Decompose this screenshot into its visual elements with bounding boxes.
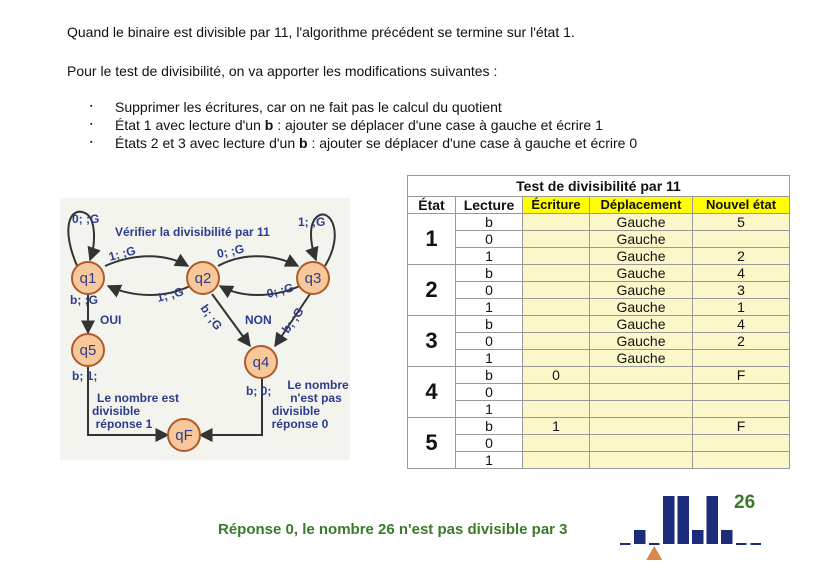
ecriture-cell [523, 452, 590, 469]
nouvel-etat-cell [693, 231, 790, 248]
state-cell: 3 [408, 316, 456, 367]
label-oui: OUI [100, 313, 122, 327]
transition-table [407, 175, 790, 469]
edge-q2-q4: b; ;G [197, 301, 226, 333]
state-cell: 2 [408, 265, 456, 316]
lecture-cell: 0 [456, 231, 523, 248]
divisible-line-2: divisible [91, 404, 141, 418]
ecriture-cell: 0 [523, 367, 590, 384]
ecriture-cell [523, 282, 590, 299]
label-q1: q1 [79, 270, 97, 287]
table-row [408, 350, 790, 367]
ecriture-cell [523, 333, 590, 350]
ecriture-cell [523, 384, 590, 401]
ecriture-cell [523, 214, 590, 231]
ecriture-cell [523, 248, 590, 265]
edge-loop-q1: 0; ;G [72, 212, 100, 226]
deplacement-cell [590, 452, 693, 469]
table-row [408, 435, 790, 452]
bullet-3: ▪ États 2 et 3 avec lecture d'un b : ajouter se déplacer d'une case à gauche et écrire 0 [90, 134, 637, 152]
deplacement-cell [590, 401, 693, 418]
nouvel-etat-cell: 2 [693, 333, 790, 350]
ecriture-cell [523, 435, 590, 452]
label-q4: q4 [252, 354, 270, 371]
table-row [408, 418, 790, 435]
lecture-cell: 0 [456, 384, 523, 401]
nouvel-etat-cell: 4 [693, 316, 790, 333]
nondiv-line-1: Le nombre [287, 378, 349, 392]
lecture-cell: 1 [456, 401, 523, 418]
label-q5: q5 [79, 342, 97, 359]
table-row [408, 316, 790, 333]
deplacement-cell: Gauche [590, 350, 693, 367]
state-diagram [60, 198, 350, 460]
nouvel-etat-cell [693, 401, 790, 418]
label-qF: qF [175, 427, 193, 444]
tape-head-icon [646, 546, 662, 560]
lecture-cell: 0 [456, 282, 523, 299]
deplacement-cell [590, 367, 693, 384]
table-row [408, 214, 790, 231]
diagram-title: Vérifier la divisibilité par 11 [115, 225, 270, 239]
state-cell: 5 [408, 418, 456, 469]
answer-text: Réponse 0, le nombre 26 n'est pas divisible par 3 [218, 521, 568, 538]
nouvel-etat-cell [693, 435, 790, 452]
edge-q3-q2: 0; ;G [265, 280, 296, 301]
nouvel-etat-cell: F [693, 367, 790, 384]
header-nouvel-etat: Nouvel état [693, 197, 790, 214]
table-row [408, 282, 790, 299]
header-etat: État [408, 197, 456, 214]
tape-number: 26 [734, 492, 756, 513]
state-cell: 1 [408, 214, 456, 265]
deplacement-cell: Gauche [590, 265, 693, 282]
tape-cell-0 [634, 530, 646, 544]
table-title: Test de divisibilité par 11 [408, 176, 790, 197]
header-deplacement: Déplacement [590, 197, 693, 214]
deplacement-cell: Gauche [590, 231, 693, 248]
lecture-cell: 1 [456, 299, 523, 316]
table-row [408, 231, 790, 248]
tape-cell-1 [663, 496, 675, 544]
divisible-line-1: Le nombre est [96, 391, 180, 405]
modification-list [90, 98, 637, 152]
deplacement-cell [590, 435, 693, 452]
lecture-cell: b [456, 316, 523, 333]
lecture-cell: b [456, 265, 523, 282]
tape-cell-1 [707, 496, 719, 544]
ecriture-cell [523, 231, 590, 248]
ecriture-cell [523, 401, 590, 418]
divisible-line-3: réponse 1 [95, 417, 153, 431]
edge-q1-q5: b; ;G [70, 293, 98, 307]
edge-q3-q4: b; ;G [278, 304, 307, 336]
state-cell: 4 [408, 367, 456, 418]
label-non: NON [245, 313, 272, 327]
ecriture-cell [523, 316, 590, 333]
deplacement-cell: Gauche [590, 282, 693, 299]
nouvel-etat-cell [693, 452, 790, 469]
paragraph-1: Quand le binaire est divisible par 11, l'algorithme précédent se termine sur l'état 1. [67, 24, 575, 40]
deplacement-cell: Gauche [590, 299, 693, 316]
nondiv-line-4: réponse 0 [271, 417, 329, 431]
table-row [408, 384, 790, 401]
table-row [408, 299, 790, 316]
table-row [408, 333, 790, 350]
tape-cell-0 [692, 530, 704, 544]
lecture-cell: b [456, 418, 523, 435]
edge-q5-qf: b; 1; [72, 369, 98, 383]
deplacement-cell: Gauche [590, 316, 693, 333]
tape-cell-1 [678, 496, 690, 544]
lecture-cell: b [456, 367, 523, 384]
edge-q1-q2: 1; ;G [107, 243, 138, 264]
ecriture-cell [523, 265, 590, 282]
bullet-2: ▪ État 1 avec lecture d'un b : ajouter se déplacer d'une case à gauche et écrire 1 [90, 116, 637, 134]
lecture-cell: 0 [456, 435, 523, 452]
bullet-1: ▪ Supprimer les écritures, car on ne fait pas le calcul du quotient [90, 98, 637, 116]
header-lecture: Lecture [456, 197, 523, 214]
table-row [408, 265, 790, 282]
nouvel-etat-cell: F [693, 418, 790, 435]
nouvel-etat-cell: 3 [693, 282, 790, 299]
deplacement-cell: Gauche [590, 248, 693, 265]
deplacement-cell [590, 384, 693, 401]
lecture-cell: 1 [456, 350, 523, 367]
edge-q2-q1: 1; ;G [155, 284, 186, 305]
table-row [408, 367, 790, 384]
nouvel-etat-cell: 5 [693, 214, 790, 231]
label-q2: q2 [194, 270, 212, 287]
nondiv-line-2: n'est pas [290, 391, 342, 405]
nondiv-line-3: divisible [271, 404, 321, 418]
header-ecriture: Écriture [523, 197, 590, 214]
deplacement-cell [590, 418, 693, 435]
nouvel-etat-cell [693, 384, 790, 401]
lecture-cell: 1 [456, 248, 523, 265]
table-row [408, 452, 790, 469]
lecture-cell: 0 [456, 333, 523, 350]
ecriture-cell [523, 299, 590, 316]
edge-loop-q3: 1; ;G [298, 215, 326, 229]
deplacement-cell: Gauche [590, 333, 693, 350]
ecriture-cell [523, 350, 590, 367]
nouvel-etat-cell: 1 [693, 299, 790, 316]
label-q3: q3 [304, 270, 322, 287]
deplacement-cell: Gauche [590, 214, 693, 231]
edge-q4-qf: b; 0; [246, 384, 272, 398]
nouvel-etat-cell [693, 350, 790, 367]
edge-q2-q3: 0; ;G [215, 241, 246, 261]
nouvel-etat-cell: 2 [693, 248, 790, 265]
lecture-cell: b [456, 214, 523, 231]
table-row [408, 401, 790, 418]
tape-cell-0 [721, 530, 733, 544]
table-row [408, 248, 790, 265]
paragraph-2: Pour le test de divisibilité, on va apporter les modifications suivantes : [67, 63, 498, 79]
ecriture-cell: 1 [523, 418, 590, 435]
lecture-cell: 1 [456, 452, 523, 469]
nouvel-etat-cell: 4 [693, 265, 790, 282]
